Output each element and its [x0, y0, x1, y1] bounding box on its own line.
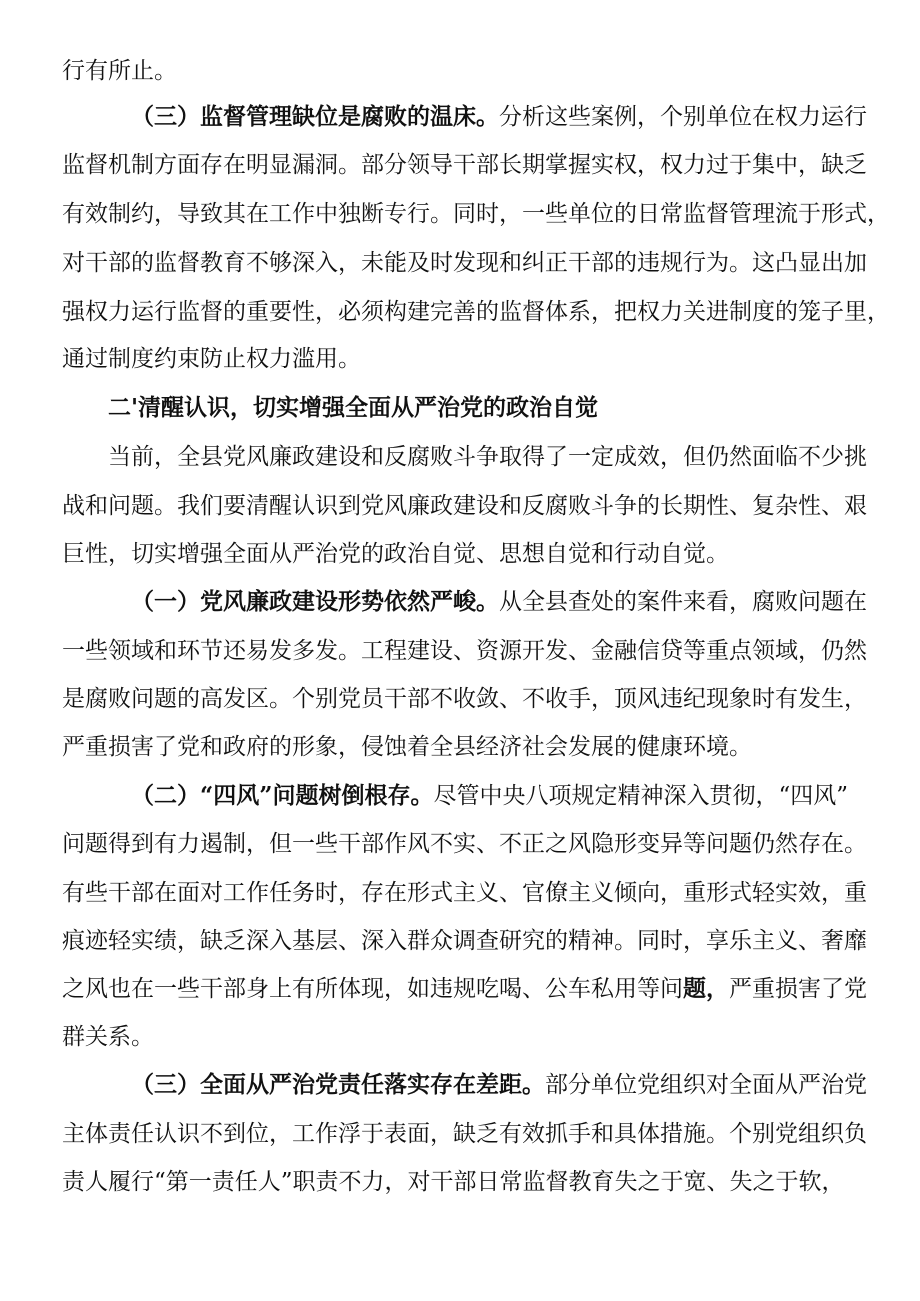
- paragraph-text: 从全县查处的案件来看，腐败问题在: [499, 589, 867, 615]
- text-line: [0, 582, 920, 622]
- text-line: [0, 534, 920, 574]
- paragraph-text: 部分单位党组织对全面从严治党: [545, 1072, 867, 1098]
- text-line: [0, 921, 920, 961]
- bold-text: 题，: [683, 975, 729, 1002]
- text-line: [0, 194, 920, 234]
- text-line: [0, 873, 920, 913]
- paragraph-heading: （三）监督管理缺位是腐败的温床。: [131, 103, 499, 130]
- paragraph-text: 有些干部在面对工作任务时，存在形式主义、官僚主义倾向，重形式轻实效，重: [62, 880, 867, 906]
- section-heading: 二'清醒认识，切实增强全面从严治党的政治自觉: [108, 394, 599, 421]
- paragraph-text: 强权力运行监督的重要性，必须构建完善的监督体系，把权力关进制度的笼子里，: [62, 299, 890, 325]
- paragraph-heading: （二）“四风”问题树倒根存。: [131, 782, 434, 809]
- paragraph-text: 当前，全县党风廉政建设和反腐败斗争取得了一定成效，但仍然面临不少挑: [108, 444, 867, 470]
- paragraph-text: 责人履行“第一责任人”职责不力，对干部日常监督教育失之于宽、失之于软，: [62, 1169, 845, 1195]
- text-line: [0, 631, 920, 671]
- paragraph-text: 分析这些案例，个别单位在权力运行: [499, 104, 867, 130]
- text-line: [0, 679, 920, 719]
- paragraph-text: 通过制度约束防止权力滥用。: [62, 346, 361, 372]
- paragraph-text: 战和问题。我们要清醒认识到党风廉政建设和反腐败斗争的长期性、复杂性、艰: [62, 493, 867, 519]
- text-line: [0, 437, 920, 477]
- paragraph-text: 群关系。: [62, 1024, 154, 1050]
- text-line: [0, 727, 920, 767]
- paragraph-text: 是腐败问题的高发区。个别党员干部不收敛、不收手，顶风违纪现象时有发生，: [62, 686, 867, 712]
- paragraph-text: 有效制约，导致其在工作中独断专行。同时，一些单位的日常监督管理流于形式，: [62, 201, 890, 227]
- text-line: [0, 1017, 920, 1057]
- paragraph-text: 严重损害了党和政府的形象，侵蚀着全县经济社会发展的健康环境。: [62, 734, 752, 760]
- text-line: [0, 1114, 920, 1154]
- paragraph-text: 严重损害了党: [729, 976, 867, 1002]
- paragraph-heading: （三）全面从严治党责任落实存在差距。: [131, 1071, 545, 1098]
- text-line: [0, 292, 920, 332]
- paragraph-heading: （一）党风廉政建设形势依然严峻。: [131, 588, 499, 615]
- text-line: [0, 97, 920, 137]
- text-line: [0, 1162, 920, 1202]
- paragraph-text: 监督机制方面存在明显漏洞。部分领导干部长期掌握实权，权力过于集中，缺乏: [62, 152, 867, 178]
- paragraph-text: 痕迹轻实绩，缺乏深入基层、深入群众调查研究的精神。同时，享乐主义、奢靡: [62, 928, 867, 954]
- text-line: [0, 824, 920, 864]
- paragraph-text: 主体责任认识不到位，工作浮于表面，缺乏有效抓手和具体措施。个别党组织负: [62, 1121, 867, 1147]
- text-line: [0, 1065, 920, 1105]
- paragraph-text: 尽管中央八项规定精神深入贯彻，“四风”: [433, 783, 848, 809]
- text-line: [0, 486, 920, 526]
- paragraph-text: 问题得到有力遏制，但一些干部作风不实、不正之风隐形变异等问题仍然存在。: [62, 831, 867, 857]
- paragraph-end-text: 行有所止。: [62, 58, 177, 84]
- text-line: [0, 339, 920, 379]
- text-line: [0, 145, 920, 185]
- text-line: [0, 776, 920, 816]
- text-line: [0, 243, 920, 283]
- text-line: [0, 51, 920, 91]
- text-line: [0, 969, 920, 1009]
- paragraph-text: 巨性，切实增强全面从严治党的政治自觉、思想自觉和行动自觉。: [62, 541, 729, 567]
- text-line: [0, 388, 920, 428]
- paragraph-text: 一些领域和环节还易发多发。工程建设、资源开发、金融信贷等重点领域，仍然: [62, 638, 867, 664]
- paragraph-text: 对干部的监督教育不够深入，未能及时发现和纠正干部的违规行为。这凸显出加: [62, 250, 867, 276]
- paragraph-text: 之风也在一些干部身上有所体现，如违规吃喝、公车私用等问: [62, 976, 683, 1002]
